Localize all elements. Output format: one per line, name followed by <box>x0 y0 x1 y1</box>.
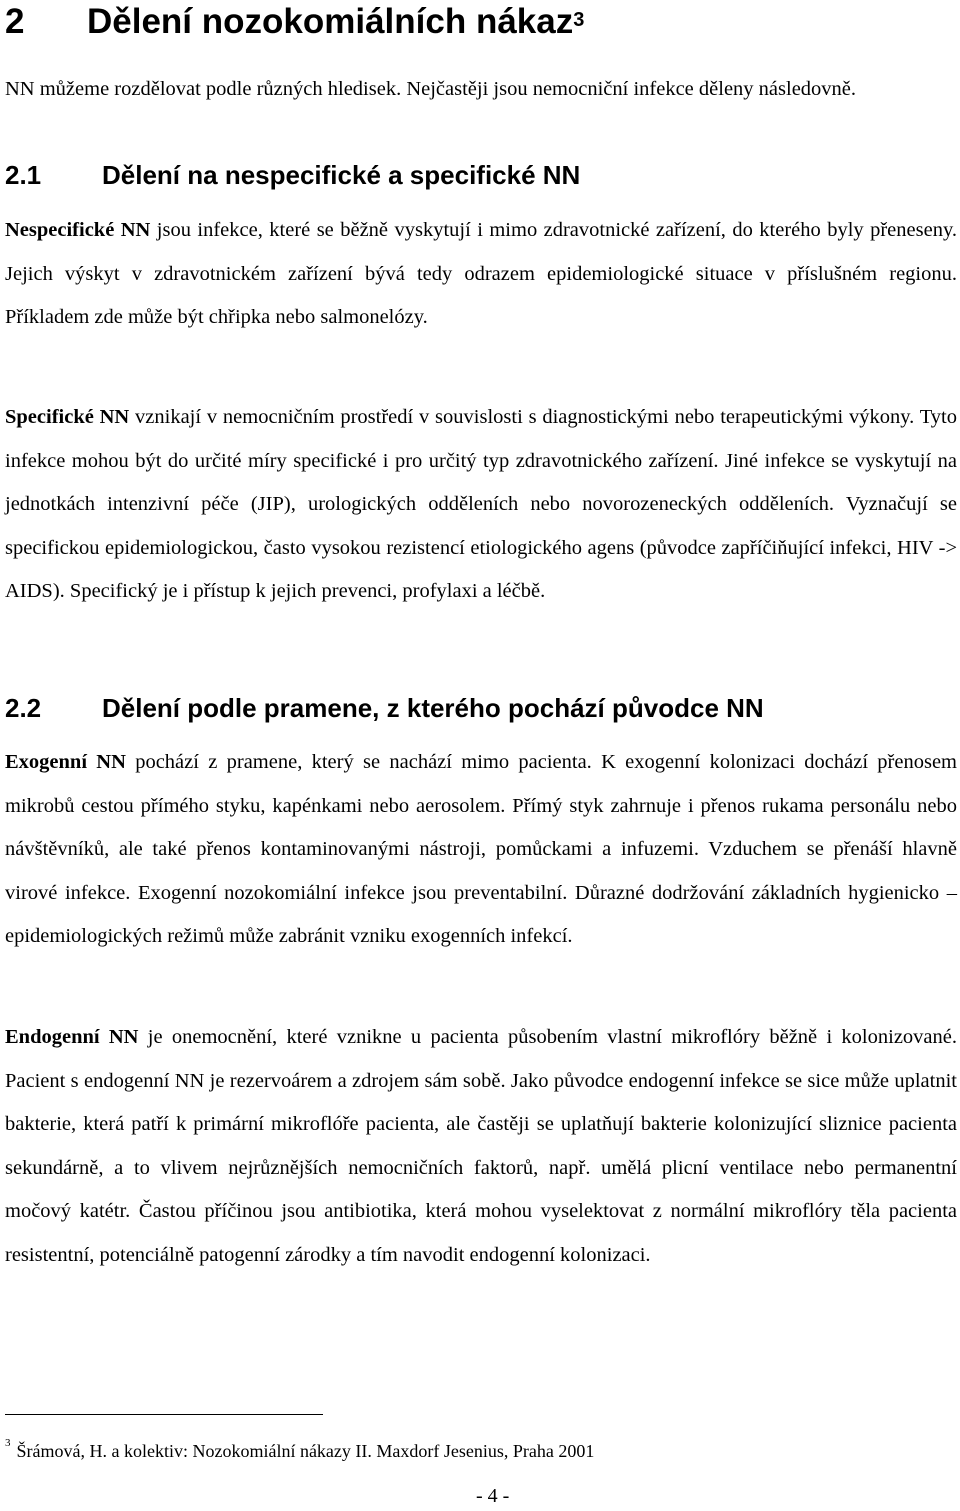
term-specific: Specifické NN <box>5 406 130 428</box>
subsection-heading-2-1 <box>5 158 580 192</box>
term-nonspecific: Nespecifické NN <box>5 219 151 241</box>
subsection-title: Dělení podle pramene, z kterého pochází původce NN <box>102 693 764 723</box>
section-number: 2 <box>5 2 25 41</box>
term-exogenous: Exogenní NN <box>5 751 126 773</box>
paragraph-exogenous <box>5 741 957 959</box>
paragraph-text: pochází z pramene, který se nachází mimo pacienta. K exogenní kolonizaci dochází přenosem mikrobů cestou přímého styku, kapénkami nebo aerosolem. Přímý styk zahrnuje i přenos rukama personálu nebo návštěvníků, ale také přenos kontaminovanými nástroji, pomůckami a infuzemi. Vzduchem se přenáší hlavně virové infekce. Exogenní nozokomiální infekce jsou preventabilní. Důrazné dodržování základních hygienicko – epidemiologických režimů může zabránit vzniku exogenních infekcí. <box>5 751 957 948</box>
intro-text: NN můžeme rozdělovat podle různých hledisek. Nejčastěji jsou nemocniční infekce děleny následovně. <box>5 78 857 100</box>
term-endogenous: Endogenní NN <box>5 1026 139 1048</box>
subsection-number: 2.2 <box>5 693 42 723</box>
section-title: Dělení nozokomiálních nákaz <box>87 2 574 41</box>
intro-paragraph <box>5 74 957 104</box>
paragraph-text: je onemocnění, které vznikne u pacienta působením vlastní mikroflóry běžně i kolonizované. Pacient s endogenní NN je rezervoárem a zdrojem sám sobě. Jako původce endogenní infekce se sice může uplatnit bakterie, která patří k primární mikroflóře pacienta, ale častěji se uplatňují bakterie kolonizující sliznice pacienta sekundárně, a to vlivem nejrůznějších nemocničních faktorů, např. umělá plicní ventilace nebo permanentní močový katétr. Častou příčinou jsou antibiotika, která mohou vyselektovat z normální mikroflóry těla pacienta resistentní, potenciálně patogenní zárodky a tím navodit endogenní kolonizaci. <box>5 1026 957 1266</box>
subsection-heading-2-2 <box>5 691 764 725</box>
footnote-marker: 3 <box>5 1437 11 1449</box>
paragraph-text: jsou infekce, které se běžně vyskytují i mimo zdravotnické zařízení, do kterého byly přeneseny. Jejich výskyt v zdravotnickém zařízení bývá tedy odrazem epidemiologické situace v příslušném regionu. Příkladem zde může být chřipka nebo salmonelózy. <box>5 219 957 329</box>
footnote <box>5 1437 595 1462</box>
paragraph-specific <box>5 396 957 614</box>
section-heading <box>5 0 584 44</box>
subsection-number: 2.1 <box>5 160 42 190</box>
footnote-text: Šrámová, H. a kolektiv: Nozokomiální nákazy II. Maxdorf Jesenius, Praha 2001 <box>16 1441 595 1461</box>
footnote-separator <box>5 1414 323 1415</box>
footnote-reference: 3 <box>573 9 585 31</box>
subsection-title: Dělení na nespecifické a specifické NN <box>102 160 581 190</box>
paragraph-nonspecific <box>5 209 957 340</box>
page-number: - 4 - <box>476 1485 510 1507</box>
paragraph-text: vznikají v nemocničním prostředí v souvislosti s diagnostickými nebo terapeutickými výkony. Tyto infekce mohou být do určité míry specifické i pro určitý typ zdravotnického zařízení. Jiné infekce se vyskytují na jednotkách intenzivní péče (JIP), urologických odděleních nebo novorozeneckých odděleních. Vyznačují se specifickou epidemiologickou, často vysokou rezistencí etiologického agens (původce zapříčiňující infekci, HIV -> AIDS). Specifický je i přístup k jejich prevenci, profylaxi a léčbě. <box>5 406 957 603</box>
paragraph-endogenous <box>5 1016 957 1278</box>
